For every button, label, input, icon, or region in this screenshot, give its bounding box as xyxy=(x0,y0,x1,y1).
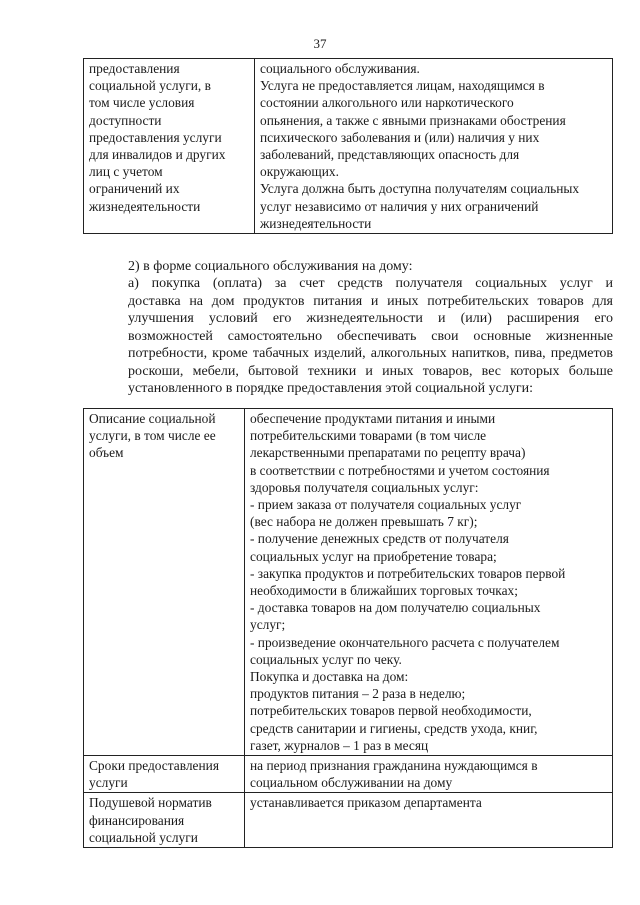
cell-line: социальных услуг на приобретение товара; xyxy=(250,548,497,564)
cell-line: жизнедеятельности xyxy=(260,215,372,231)
cell-line: потребительских товаров первой необходимости, xyxy=(250,703,532,719)
table-row xyxy=(84,756,613,793)
table-cell-label xyxy=(84,409,245,756)
cell-line: Подушевой норматив xyxy=(89,795,212,811)
cell-line: - доставка товаров на дом получателю социальных xyxy=(250,600,541,616)
cell-line: устанавливается приказом департамента xyxy=(250,795,482,811)
cell-line: здоровья получателя социальных услуг: xyxy=(250,479,479,495)
cell-line: социальном обслуживании на дому xyxy=(250,775,453,791)
cell-line: жизнедеятельности xyxy=(89,198,201,214)
cell-line: социального обслуживания. xyxy=(260,61,420,76)
paragraph-line: возможностей самостоятельно обеспечивать свои основные жизненные xyxy=(128,328,613,344)
cell-line: услуг независимо от наличия у них ограничений xyxy=(260,198,539,214)
cell-line: окружающих. xyxy=(260,164,339,180)
cell-line: социальной услуги, в xyxy=(89,78,211,94)
cell-line: услуг; xyxy=(250,617,286,633)
cell-line: лекарственными препаратами по рецепту врача) xyxy=(250,445,526,461)
table-cell-value xyxy=(245,409,613,756)
cell-line: опьянения, а также с явными признаками обострения xyxy=(260,112,566,128)
service-description-paragraph xyxy=(88,275,613,398)
cell-line: потребительскими товарами (в том числе xyxy=(250,428,487,444)
section-heading: 2) в форме социального обслуживания на дому: xyxy=(128,259,413,274)
cell-line: Сроки предоставления xyxy=(89,758,219,774)
table-cell-label xyxy=(84,756,245,793)
cell-line: - получение денежных средств от получателя xyxy=(250,531,509,547)
table-cell-label xyxy=(84,59,255,234)
cell-line: предоставления xyxy=(89,61,180,76)
cell-line: доступности xyxy=(89,112,162,128)
table-cell-value xyxy=(245,793,613,848)
cell-line: Услуга не предоставляется лицам, находящимся в xyxy=(260,78,545,94)
cell-line: объем xyxy=(89,445,124,461)
cell-line: обеспечение продуктами питания и иными xyxy=(250,411,496,426)
cell-line: Покупка и доставка на дом: xyxy=(250,669,409,685)
table-cell-value xyxy=(245,756,613,793)
paragraph-line: улучшения условий его жизнедеятельности и (или) расширения его xyxy=(128,311,613,326)
cell-line: на период признания гражданина нуждающимся в xyxy=(250,758,538,774)
service-conditions-table xyxy=(83,58,613,234)
cell-line: услуги, в том числе ее xyxy=(89,428,216,444)
cell-line: психического заболевания и (или) наличия у них xyxy=(260,129,540,145)
table-cell-value xyxy=(255,59,613,234)
cell-line: - произведение окончательного расчета с получателем xyxy=(250,634,560,650)
cell-line: Описание социальной xyxy=(89,411,216,426)
cell-line: предоставления услуги xyxy=(89,129,222,145)
cell-line: для инвалидов и других xyxy=(89,147,226,163)
cell-line: социальной услуги xyxy=(89,829,198,845)
cell-line: (вес набора не должен превышать 7 кг); xyxy=(250,514,478,530)
page-number: 37 xyxy=(313,36,327,51)
cell-line: заболеваний, представляющих опасность для xyxy=(260,147,520,163)
paragraph-line: установленного в порядке предоставления этой социальной услуги: xyxy=(128,381,533,396)
cell-line: социальных услуг по чеку. xyxy=(250,651,402,667)
cell-line: ограничений их xyxy=(89,181,180,197)
cell-line: продуктов питания – 2 раза в неделю; xyxy=(250,686,466,702)
paragraph-line: роскоши, мебели, бытовой техники и иных товаров, вес которых больше xyxy=(128,363,613,379)
cell-line: в соответствии с потребностями и учетом состояния xyxy=(250,462,550,478)
table-row xyxy=(84,59,613,234)
table-row xyxy=(84,793,613,848)
paragraph-line: потребности, кроме табачных изделий, алкогольных напитков, пива, предметов xyxy=(128,346,613,361)
cell-line: газет, журналов – 1 раз в месяц xyxy=(250,737,429,753)
cell-line: том числе условия xyxy=(89,95,195,111)
table-row xyxy=(84,409,613,756)
cell-line: - прием заказа от получателя социальных услуг xyxy=(250,497,522,513)
table-cell-label xyxy=(84,793,245,848)
paragraph-line: а) покупка (оплата) за счет средств получателя социальных услуг и xyxy=(128,276,613,291)
cell-line: - закупка продуктов и потребительских товаров первой xyxy=(250,565,566,581)
cell-line: финансирования xyxy=(89,812,185,828)
paragraph-line: доставка на дом продуктов питания и иных потребительских товаров для xyxy=(128,293,613,309)
cell-line: лиц с учетом xyxy=(89,164,163,180)
cell-line: необходимости в ближайших торговых точках; xyxy=(250,583,518,599)
cell-line: услуги xyxy=(89,775,128,791)
cell-line: средств санитарии и гигиены, средств ухода, книг, xyxy=(250,720,538,736)
cell-line: состоянии алкогольного или наркотического xyxy=(260,95,514,111)
cell-line: Услуга должна быть доступна получателям социальных xyxy=(260,181,580,197)
service-details-table xyxy=(83,408,613,848)
